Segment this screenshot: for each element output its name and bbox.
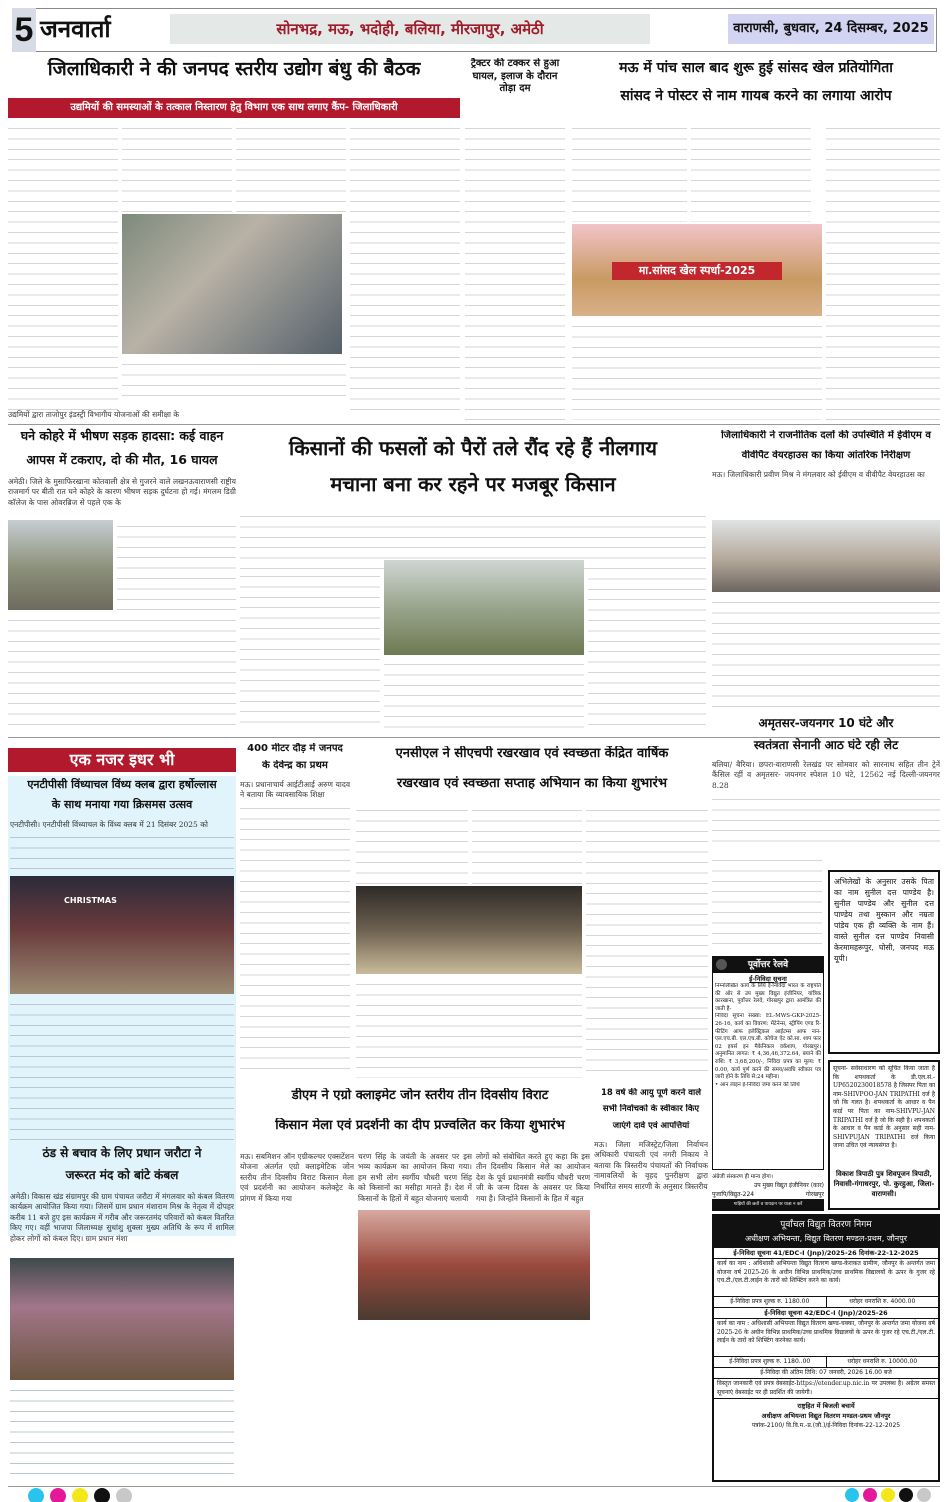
body-neelgay-col2 <box>384 658 584 730</box>
body-agro-col1: मऊ। सबमिशन ऑन एग्रीकल्चर एक्सटेंशन योजना अंतर्गत एग्रो क्लाइमेटिक जोन स्तरीय तीन दिवसीय विराट किसान मेला एवं प्रदर्शनी का आयोजन कलेक्ट्रेट के प्रांगण में किया गया <box>240 1152 354 1203</box>
headline-kambal-2: जरूरत मंद को बांटे कंबल <box>65 1168 179 1182</box>
photo-evm-inspection <box>712 520 940 592</box>
photo-christmas <box>10 876 234 994</box>
ad-railway-signatory: उप मुख्य विद्युत इंजीनियर (कार) <box>753 1182 824 1189</box>
notice-name-change-1 <box>828 870 940 1054</box>
body-sansad-col4 <box>572 320 822 420</box>
ad-railway-tender <box>712 956 824 1170</box>
ad-railway-slogan: गाड़ियों की छतों व पायदान पर यात्रा न करें <box>712 1199 824 1211</box>
section-ek-nazar: एक नजर इधर भी <box>8 748 236 772</box>
notice-name-change-1-text: अभिलेखों के अनुसार उसके पिता का नाम सुनील दत्त पाण्डेय है। सुनील पाण्डेय और सुनील दत्त पाण्डेय तथा मुस्कान और नम्रता पांडेय एक ही व्यक्ति के नाम हैं। वास्ते सुनील दत्त पाण्डेय निवासी केरमामहरूपुर, घोसी, जनपद मऊ यूपी। <box>834 877 934 963</box>
subhead-udyog: उद्यमियों की समस्याओं के तत्काल निस्तारण हेतु विभाग एक साथ लगाए कैंप- जिलाधिकारी <box>8 98 460 118</box>
ad-tender42-body: कार्य का नाम : अधिशासी अभियन्ता विद्युत वितरण खण्ड-चक्का, जौनपुर के अन्तर्गत जमा योजना वर्ष 2025-26 के अधीन विभिन्न प्राथमिक/उच्च प्राथमिक विद्यालयों के ऊपर के गुजर रहे एच.टी./एल.टी. लाईन के तारों को शिफ्टिंग करनेका कार्य। <box>714 1319 938 1357</box>
ad-railway-bullet: • आन लाइन ई-निविदा जमा करने की तिथि <box>715 1081 800 1088</box>
body-ncl-col2 <box>472 804 582 884</box>
ad-purvanchal-subtitle: अधीक्षण अभियन्ता, विद्युत वितरण मण्डल-प्रथम, जौनपुर <box>744 1234 908 1243</box>
ad-tender41-head: ई-निविदा सूचना 41/EDC-I (Jnp)/2025-26 दिनांक-22-12-2025 <box>714 1248 938 1259</box>
headline-sansad-2: सांसद ने पोस्टर से नाम गायब करने का लगाया आरोप <box>620 88 892 104</box>
body-amritsar-rest <box>712 793 940 851</box>
body-kohra-col2 <box>117 520 236 610</box>
headline-agro-2: किसान मेला एवं प्रदर्शनी का दीप प्रज्वलित कर किया शुभारंभ <box>275 1118 565 1133</box>
body-ncl-col1 <box>356 804 468 884</box>
divider <box>8 424 940 425</box>
notice-name-change-2 <box>828 1060 940 1210</box>
ad-website-info: विस्तृत जानकारी एवं प्रपत्र वेबसाईट-https://etender.up.nic.in पर उपलब्ध है। अग्रेतर समस्त सूचनाएं वेबसाईट पर ही प्रदर्शित की जायेगी। <box>714 1379 938 1399</box>
photo-kambal <box>10 1258 234 1380</box>
body-sansad-col3 <box>826 122 940 422</box>
body-kohra-lead: अमेठी। जिले के मुसाफिरखाना कोतवाली क्षेत्र से गुजरने वाले लखनऊवाराणसी राष्ट्रीय राजमार्ग पर बीती रात घने कोहरे के कारण भीषण सड़क दुर्घटना हो गई। मंगलम डिग्री कॉलेज के पास ओवरब्रिज से पहले एक के <box>8 477 236 507</box>
body-nirvachak: मऊ। जिला मजिस्ट्रेट/जिला निर्वाचन अधिकारी पंचायती एवं नगरी निकाय ने बताया कि त्रिस्तरीय पंचायतों की निर्वाचक नामावलियों के वृहद पुनरीक्षण द्वारा निर्धारित समय सारणी के अनुसार त्रिस्तरीय <box>594 1140 708 1191</box>
body-daud-lead: मऊ। प्रधानाचार्य आईटीआई अरुण यादव ने बताया कि व्यावसायिक शिक्षा <box>240 780 350 800</box>
photo-udyog-meeting <box>122 214 342 354</box>
ad-purvanchal-title: पूर्वांचल विद्युत वितरण निगम <box>780 1220 872 1230</box>
photo-kisan-mela <box>358 1210 590 1320</box>
registration-marks-right <box>845 1488 931 1502</box>
ad-tender42-fee: ई-निविदा प्रपत्र शुल्क रु. 1180..00 <box>714 1357 827 1367</box>
headline-evm-1: जिलाधिकारी ने राजनीतिक दलों की उपस्थिति में ईवीएम व <box>721 430 931 441</box>
ad-tender42-head: ई-निविदा सूचना 42/EDC-I (Jnp)/2025-26 <box>714 1308 938 1319</box>
body-udyog-col5 <box>122 358 346 403</box>
headline-nirvachak-1: 18 वर्ष की आयु पूर्ण करने वाले <box>601 1088 701 1098</box>
headline-ntpc-2: के साथ मनाया गया क्रिसमस उत्सव <box>51 798 193 811</box>
ad-purvanchal-header <box>714 1216 938 1248</box>
registration-mark-grey <box>917 1488 931 1502</box>
ad-signatory: अधीक्षण अभियन्ता विद्युत वितरण मण्डल-प्रथम जौनपुर <box>761 1412 891 1420</box>
body-sansad-col2 <box>691 122 811 222</box>
ad-last-date: ई-निविदा की अंतिम तिथि: 07 जनवरी, 2026 16.00 बजे <box>714 1368 938 1379</box>
headline-amritsar-2: स्वतंत्रता सेनानी आठ घंटे रही लेट <box>753 738 899 752</box>
ad-ref: पत्रांक-2100/ वि.वि.म.-प्र.(जौ.)/ई-निविदा दिनांक-22-12-2025 <box>751 1422 901 1429</box>
ad-tender41-fees <box>714 1297 938 1308</box>
body-ncl-rest <box>356 978 582 1078</box>
headline-ntpc-1: एनटीपीसी विंध्याचल विंध्य क्लब द्वारा हर्षोल्लास <box>27 778 217 791</box>
headline-kohra-2: आपस में टकराए, दो की मौत, 16 घायल <box>26 452 218 467</box>
body-amritsar-col1 <box>712 854 822 950</box>
ad-tender41-body: कार्य का नाम : अधिशासी अभियन्ता विद्युत वितरण खण्ड-केराकत ग्रामीण, जौनपुर के अन्तर्गत जमा योजना वर्ष 2025-26 के अधीन विभिन्न प्राथमिक/उच्च प्राथमिक विद्यालयों के ऊपर के गुजर रहे एच.टी./एल.टी.लाईन के तारों को शिफ्टिंग करने का कार्य। <box>714 1259 938 1297</box>
body-tractor <box>465 122 565 422</box>
notice-name-change-2-signature: विकाश त्रिपाठी पुत्र शिवपूजन त्रिपाठी, निवासी-गंगाधरपुर, पो. कुरहुआ, जिला-वाराणसी। <box>833 1169 935 1198</box>
headline-sansad-1: मऊ में पांच साल बाद शुरू हुई सांसद खेल प्रतियोगिता <box>619 60 893 76</box>
body-kambal-rest <box>10 1384 234 1480</box>
ad-railway-footer-note: अंग्रेजी संस्करण ही मान्य होगा। <box>712 1174 773 1180</box>
body-daud-rest <box>240 802 350 1077</box>
headline-ncl-2: रखरखाव एवं स्वच्छता सप्ताह अभियान का किया शुभारंभ <box>397 776 667 791</box>
page-number: 5 <box>12 8 36 52</box>
body-udyog-col4 <box>350 122 460 412</box>
body-udyog-col2 <box>122 122 232 212</box>
registration-mark-grey <box>116 1488 132 1502</box>
headline-tractor: ट्रैक्टर की टक्कर से हुआ घायल, इलाज के दौरान तोड़ा दम <box>470 58 560 94</box>
body-kohra-col3 <box>8 614 236 734</box>
ad-railway-ref: पुजापि/विद्युत-224 <box>712 1191 755 1198</box>
body-neelgay-col1 <box>240 570 380 730</box>
newspaper-name: जनवार्ता <box>40 15 111 43</box>
registration-mark-magenta <box>50 1488 66 1502</box>
body-kambal-lead: अमेठी। विकास खंड संग्रामपुर की ग्राम पंचायत जरौटा में मंगलवार को कंबल वितरण कार्यक्रम आयोजित किया गया। जिसमें ग्राम प्रधान मंशाराम मिश्र के नेतृत्व में दोपहर करीब 11 बजे हुए इस कार्यक्रम में गरीब और जरूरतमंद परिवारों को कंबल वितरित किए गए। वहीं भाजपा जिलाध्यक्ष सुधांशु शुक्ला मुख्य अतिथि के रूप में शामिल होकर लोगों को कंबल दिए। ग्राम प्रधान मंशा <box>10 1192 234 1243</box>
body-ncl-col3 <box>586 804 708 1074</box>
registration-mark-cyan <box>28 1488 44 1502</box>
headline-daud-2: के देवेन्द्र का प्रथम <box>262 760 328 771</box>
ad-railway-place: गोरखपुर <box>805 1191 824 1198</box>
body-sansad-col1 <box>572 122 687 222</box>
headline-ncl-1: एनसीएल ने सीएचपी रखरखाव एवं स्वच्छता केंद्रित वार्षिक <box>395 746 669 761</box>
registration-mark-black <box>899 1488 913 1502</box>
headline-evm-2: वीवीपैट वेयरहाउस का किया आंतरिक निरीक्षण <box>741 450 911 461</box>
railway-logo-icon <box>716 959 727 970</box>
body-udyog-last-line: उद्यमियों द्वारा ताजोपुर इंडस्ट्री विभागीय योजनाओं की समीक्षा के <box>8 410 180 419</box>
body-agro-col3: लोगों को संबोधित करते हुए कहा कि इस तीन दिवसीय किसान मेले का आयोजन देश के पूर्व प्रधानमंत्री स्वर्गीय चौधरी चरण जी के जन्म दिवस के अवसर पर किया गया है। जिन्होंने किसानों के हित में बहुत <box>476 1152 590 1203</box>
ad-railway-intro: निम्नलिखित कार्य के लिये ई-निविदा भारत के राष्ट्रपति की ओर से उप मुख्य विद्युत इंजीनियर, यांत्रिक कारखाना, पूर्वोत्तर रेलवे, गोरखपुर द्वारा आमंत्रित की जाती है- <box>715 983 821 1012</box>
registration-mark-yellow <box>72 1488 88 1502</box>
photo-neelgay-field <box>384 560 584 655</box>
photo-ncl <box>356 886 582 974</box>
registration-mark-cyan <box>845 1488 859 1502</box>
photo-sansad-poster <box>572 224 822 316</box>
photo-christmas-caption: CHRISTMAS <box>64 896 117 905</box>
ad-tender41-fee: ई-निविदा प्रपत्र शुल्क रु. 1180.00 <box>714 1297 827 1307</box>
body-neelgay-col3 <box>588 510 706 730</box>
headline-kohra-1: घने कोहरे में भीषण सड़क हादसा: कई वाहन <box>20 428 224 443</box>
registration-mark-black <box>94 1488 110 1502</box>
headline-amritsar-1: अमृतसर-जयनगर 10 घंटे और <box>758 716 894 730</box>
body-ntpc-col <box>10 831 234 873</box>
ad-purvanchal-tender <box>712 1214 940 1482</box>
headline-udyog: जिलाधिकारी ने की जनपद स्तरीय उद्योग बंधु की बैठक <box>47 58 421 80</box>
body-udyog-col1 <box>8 122 118 412</box>
body-ntpc-lead: एनटीपीसी। एनटीपीसी विंध्याचल के विंध्य क्लब में 21 दिसंबर 2025 को <box>10 820 208 829</box>
registration-marks-left <box>28 1488 132 1502</box>
notice-name-change-2-text: सूचना- सर्वसाधारण को सूचित किया जाता है कि शपथकर्ता के डी.एल.सं.-UP6520230018578 है जिसपर पिता का नाम-SHIVPOO-JAN TRIPATHI दर्ज है जो कि गलत है। शपथकर्ता के आधार व पैन कार्ड पर पिता का नाम-SHIVPU-JAN TRIPATHI दर्ज है जो कि सही है। शपथकर्ता के आधार व पैन कार्ड के अनुसार सही नाम-SHIVPUJAN TRIPATHI दर्ज किया जाना उचित एवं न्यायसंगत है। <box>833 1065 935 1150</box>
ad-railway-tender-details: निविदा सूचना संख्या: EL-MWS-GKP-2025-26-16, कार्य का विवरण: मेंटेनेन्स, स्ट्रीपिंग एण्ड रि-फीटिंग आफ इलेक्ट्रिकल आईटम्स आफ नान-एल.एच.बी. एल.एच.बी. कोचेज ऐट को.सा. शाप फार 02 इयर्स इन मैकेनिकल वर्कशाप, गोरखपुर। अनुमानित लागत: ₹ 4,36,46,372.64, बयाने की राशि: ₹ 3,68,200/-, निविदा प्रपत्र का मूल्य: ₹ 0.00, कार्य पूर्ण करने की समय/अवधि स्वीकार पत्र जारी होने के तिथि से:24 महीना। <box>715 1013 821 1081</box>
ad-tender41-deposit: धरोहर धनराशि रु. 4000.00 <box>849 1298 916 1305</box>
body-agro-col2: चरण सिंह के जयंती के अवसर पर इस भव्य कार्यक्रम का आयोजन किया गया। हम सभी लोग स्वर्गीय चौधरी चरण सिंह को किसानों का मसीहा मानते हैं। देश में किसानों के हितों में बहुत योजनाएं चलायी <box>358 1152 472 1203</box>
dateline: वाराणसी, बुधवार, 24 दिसम्बर, 2025 <box>728 14 934 44</box>
body-ntpc-rest <box>10 998 234 1143</box>
headline-agro-1: डीएम ने एग्रो क्लाइमेट जोन स्तरीय तीन दिवसीय विराट <box>291 1088 549 1103</box>
headline-nirvachak-3: जाएंगे दावे एवं आपत्तियां <box>612 1121 690 1131</box>
headline-neelgay-1: किसानों की फसलों को पैरों तले रौंद रहे हैं नीलगाय <box>289 436 657 460</box>
ad-slogan: राष्ट्रहित में बिजली बचायें <box>797 1402 855 1410</box>
headline-nirvachak-2: सभी निर्वाचको के स्वीकार किए <box>602 1104 700 1114</box>
body-amritsar-lead: बलिया/ बैरिया। छपरा-वाराणसी रेलखंड पर सोमवार को सारनाथ सहित तीन ट्रेनें कैंसिल रहीं व अमृतसर- जयनगर स्पेशल 10 घंटे, 12562 नई दिल्ली-जयनगर 8.28 <box>712 760 940 790</box>
body-udyog-col3 <box>236 122 346 212</box>
photo-accident <box>8 520 113 610</box>
body-evm-rest <box>712 596 940 708</box>
headline-neelgay-2: मचाना बना कर रहने पर मजबूर किसान <box>330 472 616 496</box>
registration-mark-magenta <box>863 1488 877 1502</box>
headline-daud-1: 400 मीटर दौड़ में जनपद <box>247 743 343 754</box>
ad-tender42-deposit: धरोहर धनराशि रु. 10000.00 <box>847 1358 918 1365</box>
registration-mark-yellow <box>881 1488 895 1502</box>
footer-rule <box>8 1486 940 1487</box>
body-evm-lead: मऊ। जिलाधिकारी प्रवीण मिश्र ने मंगलवार को ईवीएम व वीवीपैट वेयरहाउस का <box>712 470 925 479</box>
ad-railway-title <box>713 957 823 973</box>
districts-banner: सोनभद्र, मऊ, भदोही, बलिया, मीरजापुर, अमेठी <box>170 14 650 44</box>
poster-banner: मा.सांसद खेल स्पर्धा-2025 <box>612 262 782 280</box>
ad-tender42-fees <box>714 1357 938 1368</box>
ad-railway-title-text: पूर्वोत्तर रेलवे <box>747 960 789 970</box>
headline-kambal-1: ठंड से बचाव के लिए प्रधान जरौटा ने <box>42 1146 202 1160</box>
ad-railway-subtitle: ई-निविदा सूचना <box>749 975 787 983</box>
